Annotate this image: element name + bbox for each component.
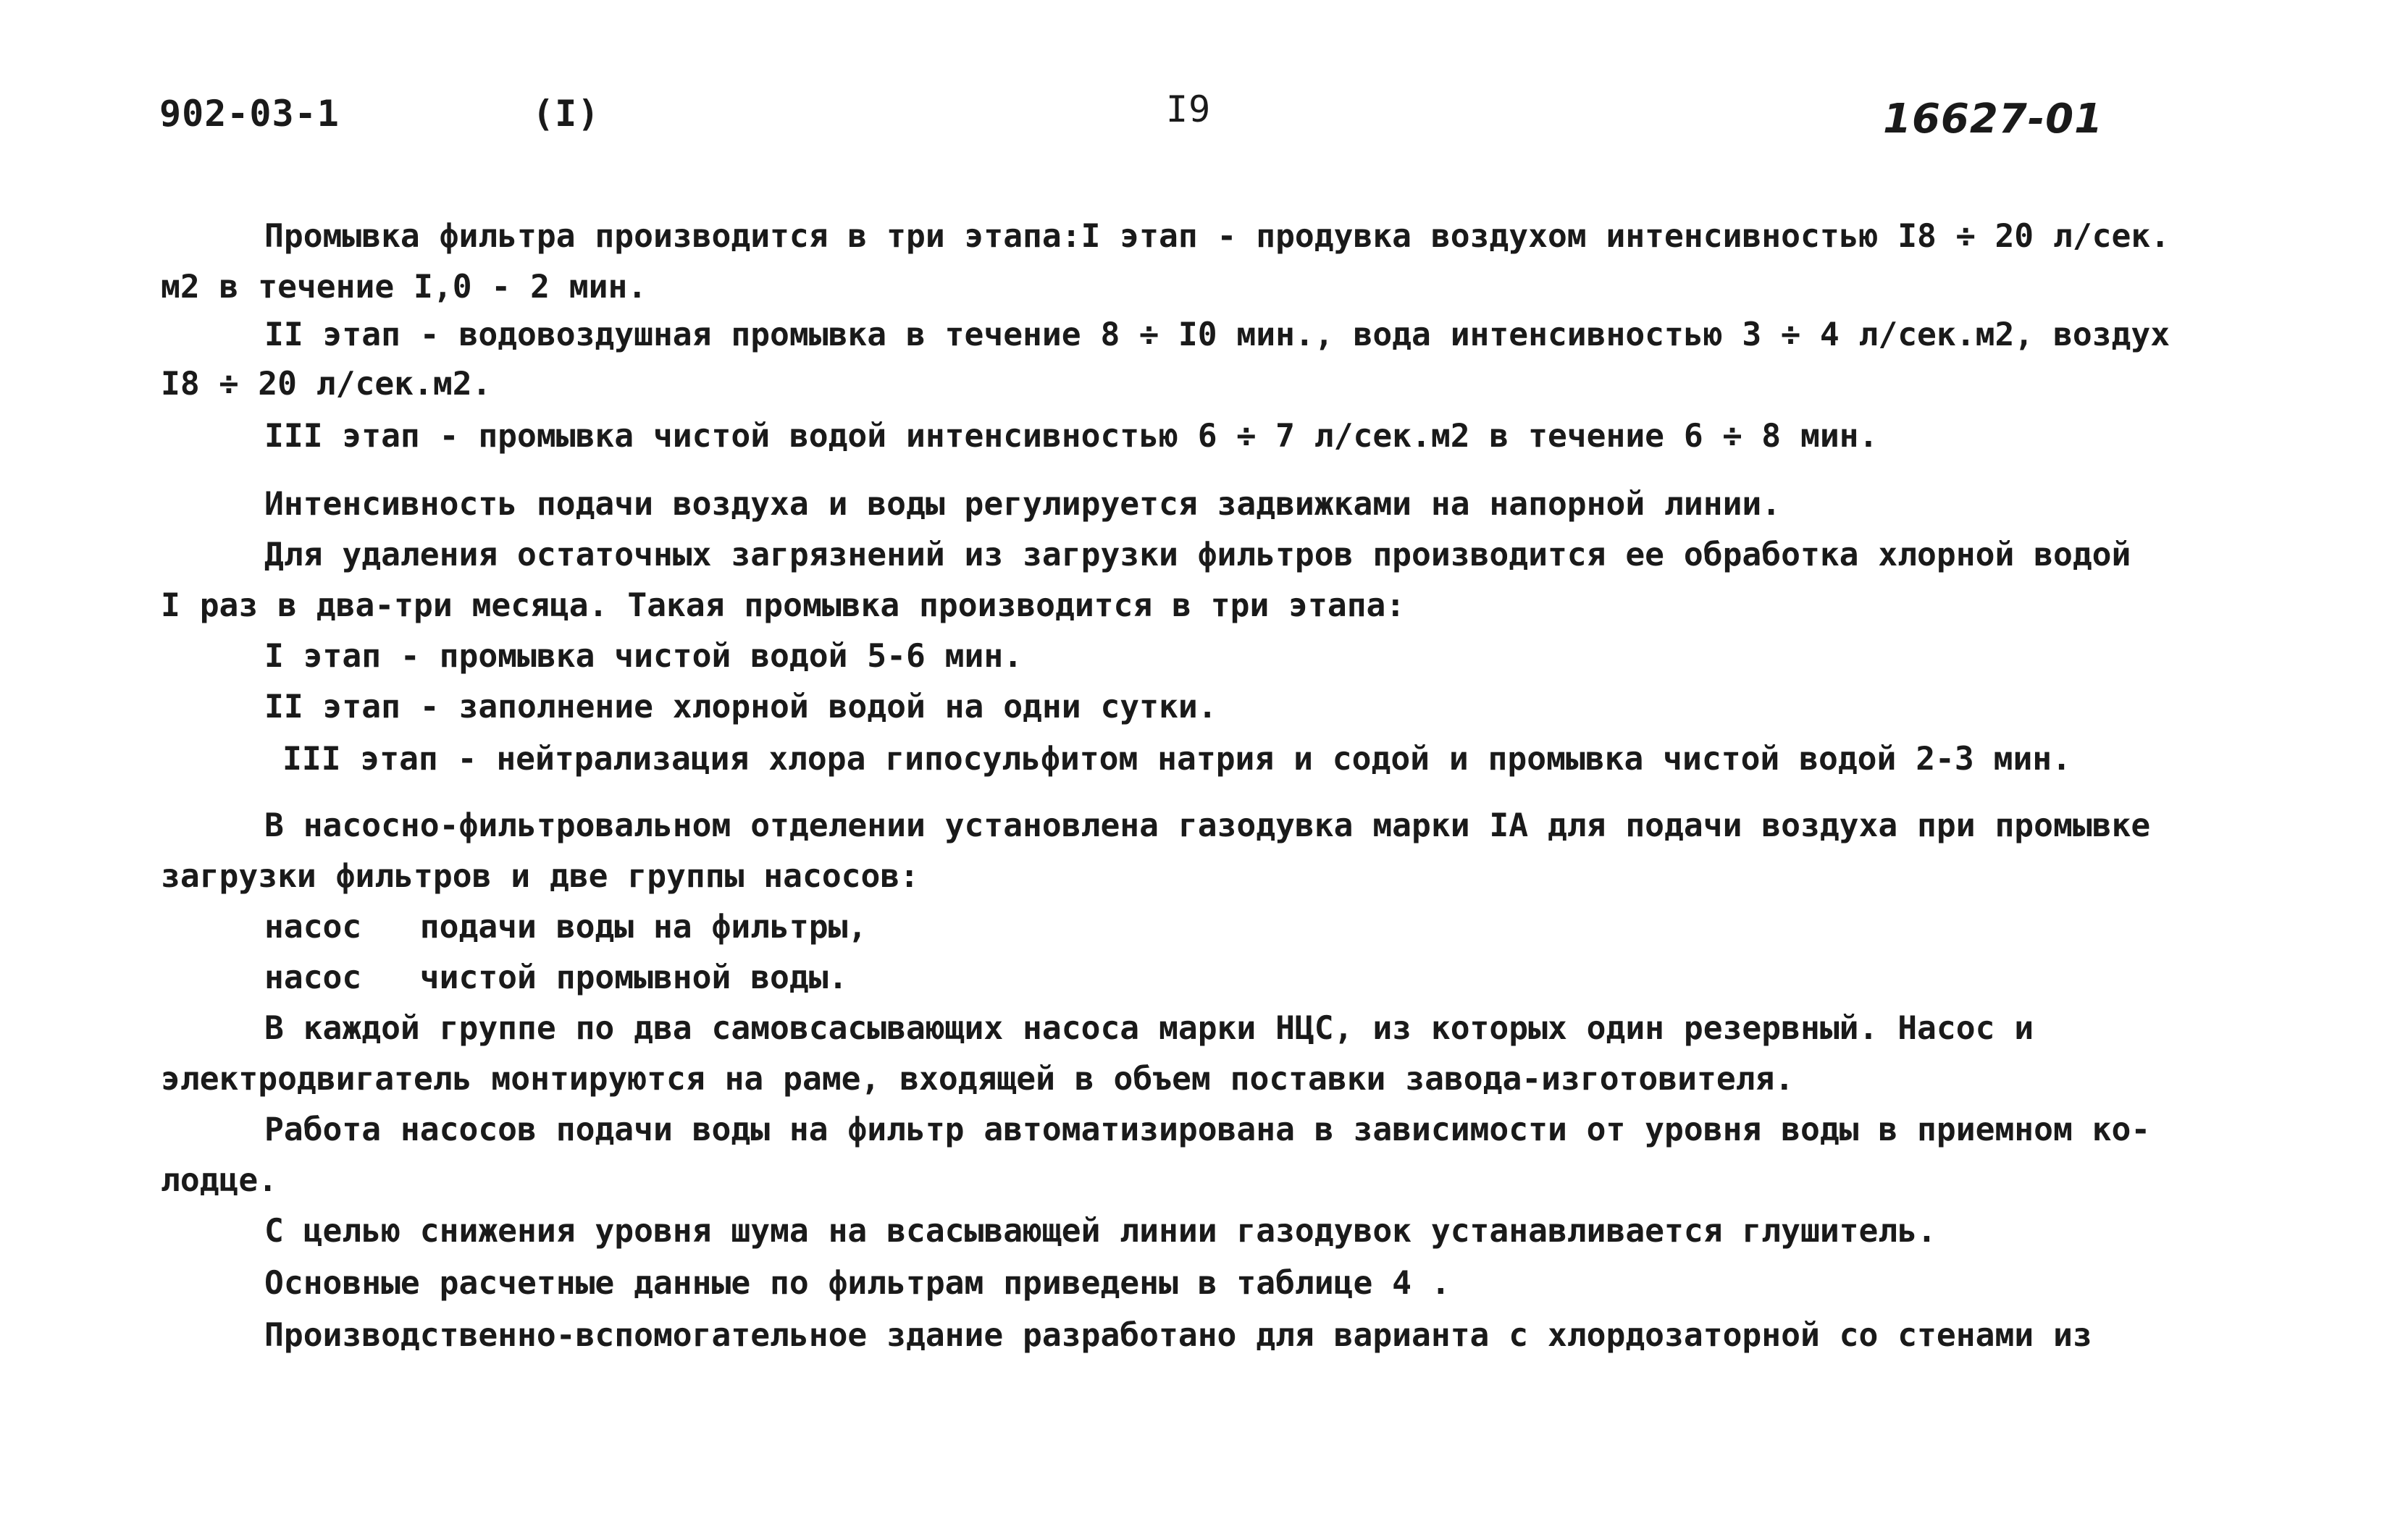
text-line: II этап - заполнение хлорной водой на одни сутки. bbox=[264, 688, 1217, 725]
text-line: насос подачи воды на фильтры, bbox=[264, 908, 868, 946]
text-line: насос чистой промывной воды. bbox=[264, 959, 848, 996]
text-line: электродвигатель монтируются на раме, входящей в объем поставки завода-изготовителя. bbox=[161, 1060, 1795, 1098]
document-code: 902-03-1 bbox=[159, 93, 340, 135]
text-line: В насосно-фильтровальном отделении установлена газодувка марки IА для подачи воздуха при промывке bbox=[264, 807, 2151, 844]
text-line: I8 ÷ 20 л/сек.м2. bbox=[161, 365, 492, 403]
text-line: загрузки фильтров и две группы насосов: bbox=[161, 857, 920, 895]
text-line: м2 в течение I,0 - 2 мин. bbox=[161, 268, 647, 306]
text-line: III этап - промывка чистой водой интенсивностью 6 ÷ 7 л/сек.м2 в течение 6 ÷ 8 мин. bbox=[264, 417, 1879, 455]
text-line: I раз в два-три месяца. Такая промывка производится в три этапа: bbox=[161, 586, 1406, 624]
text-line: В каждой группе по два самовсасывающих насоса марки НЦС, из которых один резервный. Насос и bbox=[264, 1009, 2034, 1047]
text-line: III этап - нейтрализация хлора гипосульфитом натрия и содой и промывка чистой водой 2-3 мин. bbox=[282, 740, 2071, 778]
page-number: I9 bbox=[1166, 88, 1212, 130]
text-line: Для удаления остаточных загрязнений из загрузки фильтров производится ее обработка хлорной водой bbox=[264, 536, 2131, 573]
text-line: лодце. bbox=[161, 1161, 278, 1199]
inventory-number: 16627-01 bbox=[1883, 96, 2103, 143]
text-line: I этап - промывка чистой водой 5-6 мин. bbox=[264, 637, 1023, 675]
text-line: Промывка фильтра производится в три этапа:I этап - продувка воздухом интенсивностью I8 ÷ 20 л/сек. bbox=[264, 217, 2170, 255]
text-line: Производственно-вспомогательное здание разработано для варианта с хлордозаторной со стенами из bbox=[264, 1316, 2092, 1354]
text-line: Интенсивность подачи воздуха и воды регулируется задвижками на напорной линии. bbox=[264, 485, 1782, 523]
sheet-number: (I) bbox=[532, 93, 600, 135]
text-line: Работа насосов подачи воды на фильтр автоматизирована в зависимости от уровня воды в приемном ко- bbox=[264, 1111, 2151, 1148]
text-line: Основные расчетные данные по фильтрам приведены в таблице 4 . bbox=[264, 1264, 1451, 1302]
text-line: С целью снижения уровня шума на всасывающей линии газодувок устанавливается глушитель. bbox=[264, 1212, 1937, 1250]
text-line: II этап - водовоздушная промывка в течение 8 ÷ I0 мин., вода интенсивностью 3 ÷ 4 л/сек.м2, воздух bbox=[264, 316, 2170, 353]
